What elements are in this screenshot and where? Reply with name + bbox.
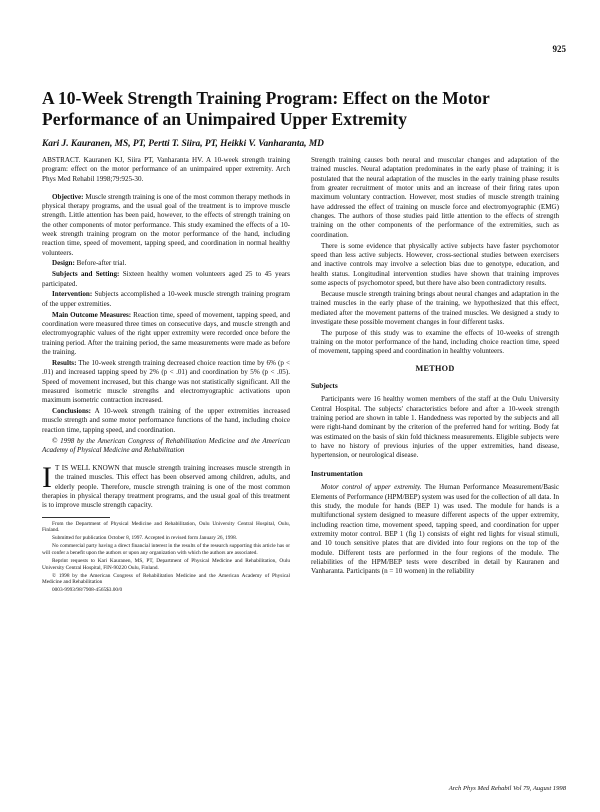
measures-text: Reaction time, speed of movement, tapping speed, and coordination were measured three times on consecutive days, and muscle strength and electromyographic values of the right upper extremity were recorded once before the training period. After the training period, the same measurements were made as before the training.: [42, 310, 290, 357]
results-label: Results:: [52, 358, 77, 367]
abstract-design: [42, 259, 290, 268]
conclusions-text: A 10-week strength training of the upper extremities increased muscle strength and some motor performance functions of the hand, including choice reaction time, tapping speed, and coordination.: [42, 407, 290, 434]
footnote: 0003-9993/98/7908-4565$3.00/0: [52, 587, 123, 594]
design-label: Design:: [52, 259, 75, 268]
results-text: The 10-week strength training decreased choice reaction time by 6% (p < .01) and increased tapping speed by 2% (p < .01) and coordination by 5% (p < .05). Speed of movement increased, but this change was not statistically significant. All the measured isometric muscle strengths and electromyographic activations upon maximum isometric contraction increased.: [42, 358, 290, 405]
author-list: Kari J. Kauranen, MS, PT, Pertti T. Siira, PT, Heikki V. Vanharanta, MD: [42, 139, 324, 149]
right-column: [311, 156, 559, 578]
body-paragraph: The purpose of this study was to examine the effects of 10-weeks of strength training on the motor performance of the hand, including choice reaction time, speed of movement, tapping speed and coordination in healthy volunteers.: [311, 328, 559, 356]
intervention-label: Intervention:: [52, 290, 93, 299]
intro-lead: T IS WELL KNOWN: [55, 463, 120, 472]
intro-text: that muscle strength training increases muscle strength in the trained muscles. This effect has been observed among children, adults, and elderly people. Therefore, muscle strength training is one of the most common therapies in physical therapy treatment programs, and the usual goal of this treatment is to improve muscle strength capacity.: [42, 463, 290, 510]
instrumentation-heading: Instrumentation: [311, 468, 363, 478]
abstract-conclusions: [42, 407, 290, 435]
abstract-measures: [42, 311, 290, 358]
instrumentation-paragraph: [311, 483, 559, 576]
drop-cap: I: [42, 460, 52, 494]
footnote: © 1998 by the American Congress of Rehabilitation Medicine and the American Academy of Physical Medicine and Rehabilitation: [42, 572, 290, 586]
footnote: Reprint requests to Kari Kauranen, MS, PT, Department of Physical Medicine and Rehabilitation, Oulu University Central Hospital, FIN-90220 Oulu, Finland.: [42, 558, 290, 571]
abstract-setting: [42, 270, 290, 289]
intro-paragraph: [42, 460, 290, 511]
conclusions-label: Conclusions:: [52, 407, 92, 416]
abstract-intro: ABSTRACT. Kauranen KJ, Siira PT, Vanharanta HV. A 10-week strength training program: effect on the motor performance of an unimpaired upper extremity. Arch Phys Med Rehabil 1998;79:925-30.: [42, 156, 290, 183]
setting-label: Subjects and Setting:: [52, 270, 120, 279]
abstract-intervention: [42, 290, 290, 309]
subjects-heading: Subjects: [311, 381, 338, 391]
objective-label: Objective:: [52, 192, 84, 201]
instrumentation-label: Motor control of upper extremity.: [321, 483, 422, 492]
footnote: No commercial party having a direct financial interest in the results of the research supporting this article has or will confer a benefit upon the authors or upon any organization with which the authors are associated.: [42, 543, 290, 556]
abstract-objective: [42, 193, 290, 258]
page-number: 925: [552, 44, 566, 54]
measures-label: Main Outcome Measures:: [52, 310, 132, 319]
body-paragraph: There is some evidence that physically active subjects have faster psychomotor speed than less active subjects. However, cross-sectional studies between exercisers and inactive controls may involve a selection bias due to genotype, education, and health status. Longitudinal intervention studies have shown that training improves some aspects of psychomotor speed, but there have also been contradictory results.: [311, 241, 559, 287]
intervention-text: Subjects accomplished a 10-week muscle strength training program of the upper extremities.: [42, 290, 290, 308]
footnote: Submitted for publication October 8, 1997. Accepted in revised form January 26, 1998.: [52, 535, 238, 542]
body-paragraph: Strength training causes both neural and muscular changes and adaptation of the trained muscles. Neural adaptation predominates in the early phase of training; it is postulated that the neural adaptation of the muscles in the early training phase results from greater recruitment of motor units and an increase of their firing rates upon maximum voluntary contraction. However, most studies of muscle strength training have addressed the effect of training on muscle force and electromyographic (EMG) changes. The authors of those studies paid little attention to the effects of strength training on the other components of the performance of the extremities, such as coordination.: [311, 156, 559, 239]
subjects-paragraph: Participants were 16 healthy women members of the staff at the Oulu University Central Hospital. The subjects' characteristics before and after a 10-week strength training period are shown in table 1. Handedness was reported by the subjects and all were right-hand dominant by the criterion of the preferred hand for writing. Body fat was estimated on the basis of skin fold thickness measurements. Eligible subjects were to have no history of previous injuries of the upper extremities, hand disease, hypertension, or neurological disease.: [311, 395, 559, 460]
footnote-rule: [42, 517, 110, 518]
abstract-copyright: © 1998 by the American Congress of Rehabilitation Medicine and the American Academy of Physical Medicine and Rehabilitation: [42, 436, 290, 454]
article-title: A 10-Week Strength Training Program: Effect on the Motor Performance of an Unimpaired Upper Extremity: [42, 88, 490, 129]
left-column: [42, 156, 290, 595]
footnote: From the Department of Physical Medicine and Rehabilitation, Oulu University Central Hospital, Oulu, Finland.: [42, 520, 290, 534]
abstract-results: [42, 359, 290, 406]
setting-text: Sixteen healthy women volunteers aged 25 to 45 years participated.: [42, 270, 290, 288]
method-heading: METHOD: [415, 363, 455, 373]
body-paragraph: Because muscle strength training brings about neural changes and adaptation in the trained muscles in the early phase of the training, we hypothesized that this effect, mediated after the movement patterns of the trained muscles. We designed a study to investigate these possible movement changes in four different tasks.: [311, 289, 559, 326]
objective-text: Muscle strength training is one of the most common therapy methods in physical therapy programs, and the usual goal of the treatment is to improve muscle strength. Little attention has been paid, however, to the effects of strength training on the other components of motor performance. This study examined the effects of a 10-week strength training program on the motor performance of the hand, including reaction time, speed of movement, tapping speed, and coordination in normal healthy volunteers.: [42, 192, 290, 257]
design-text: Before-after trial.: [76, 259, 127, 268]
instrumentation-text: The Human Performance Measurement/Basic Elements of Performance (HPM/BEP) system was used for the collection of all data. In this study, the module for hands (BEP 1) was used. The module for hands is a multifunctional system designed to measure different aspects of the upper extremity, including reaction time, movement speed, tapping speed, and coordination for upper extremity motor control. BEP 1 (fig 1) consists of eight red lights for visual stimuli, and 10 touch sensitive plates that are divided into four regions on the top of the module. Different tests are performed in the four regions of the module. The reliabilities of the HPM/BEP tests were described in detail by Kauranen and Vanharanta. Participants (n = 10 women) in the reliability: [311, 483, 559, 576]
journal-footer: Arch Phys Med Rehabil Vol 79, August 1998: [448, 785, 566, 792]
